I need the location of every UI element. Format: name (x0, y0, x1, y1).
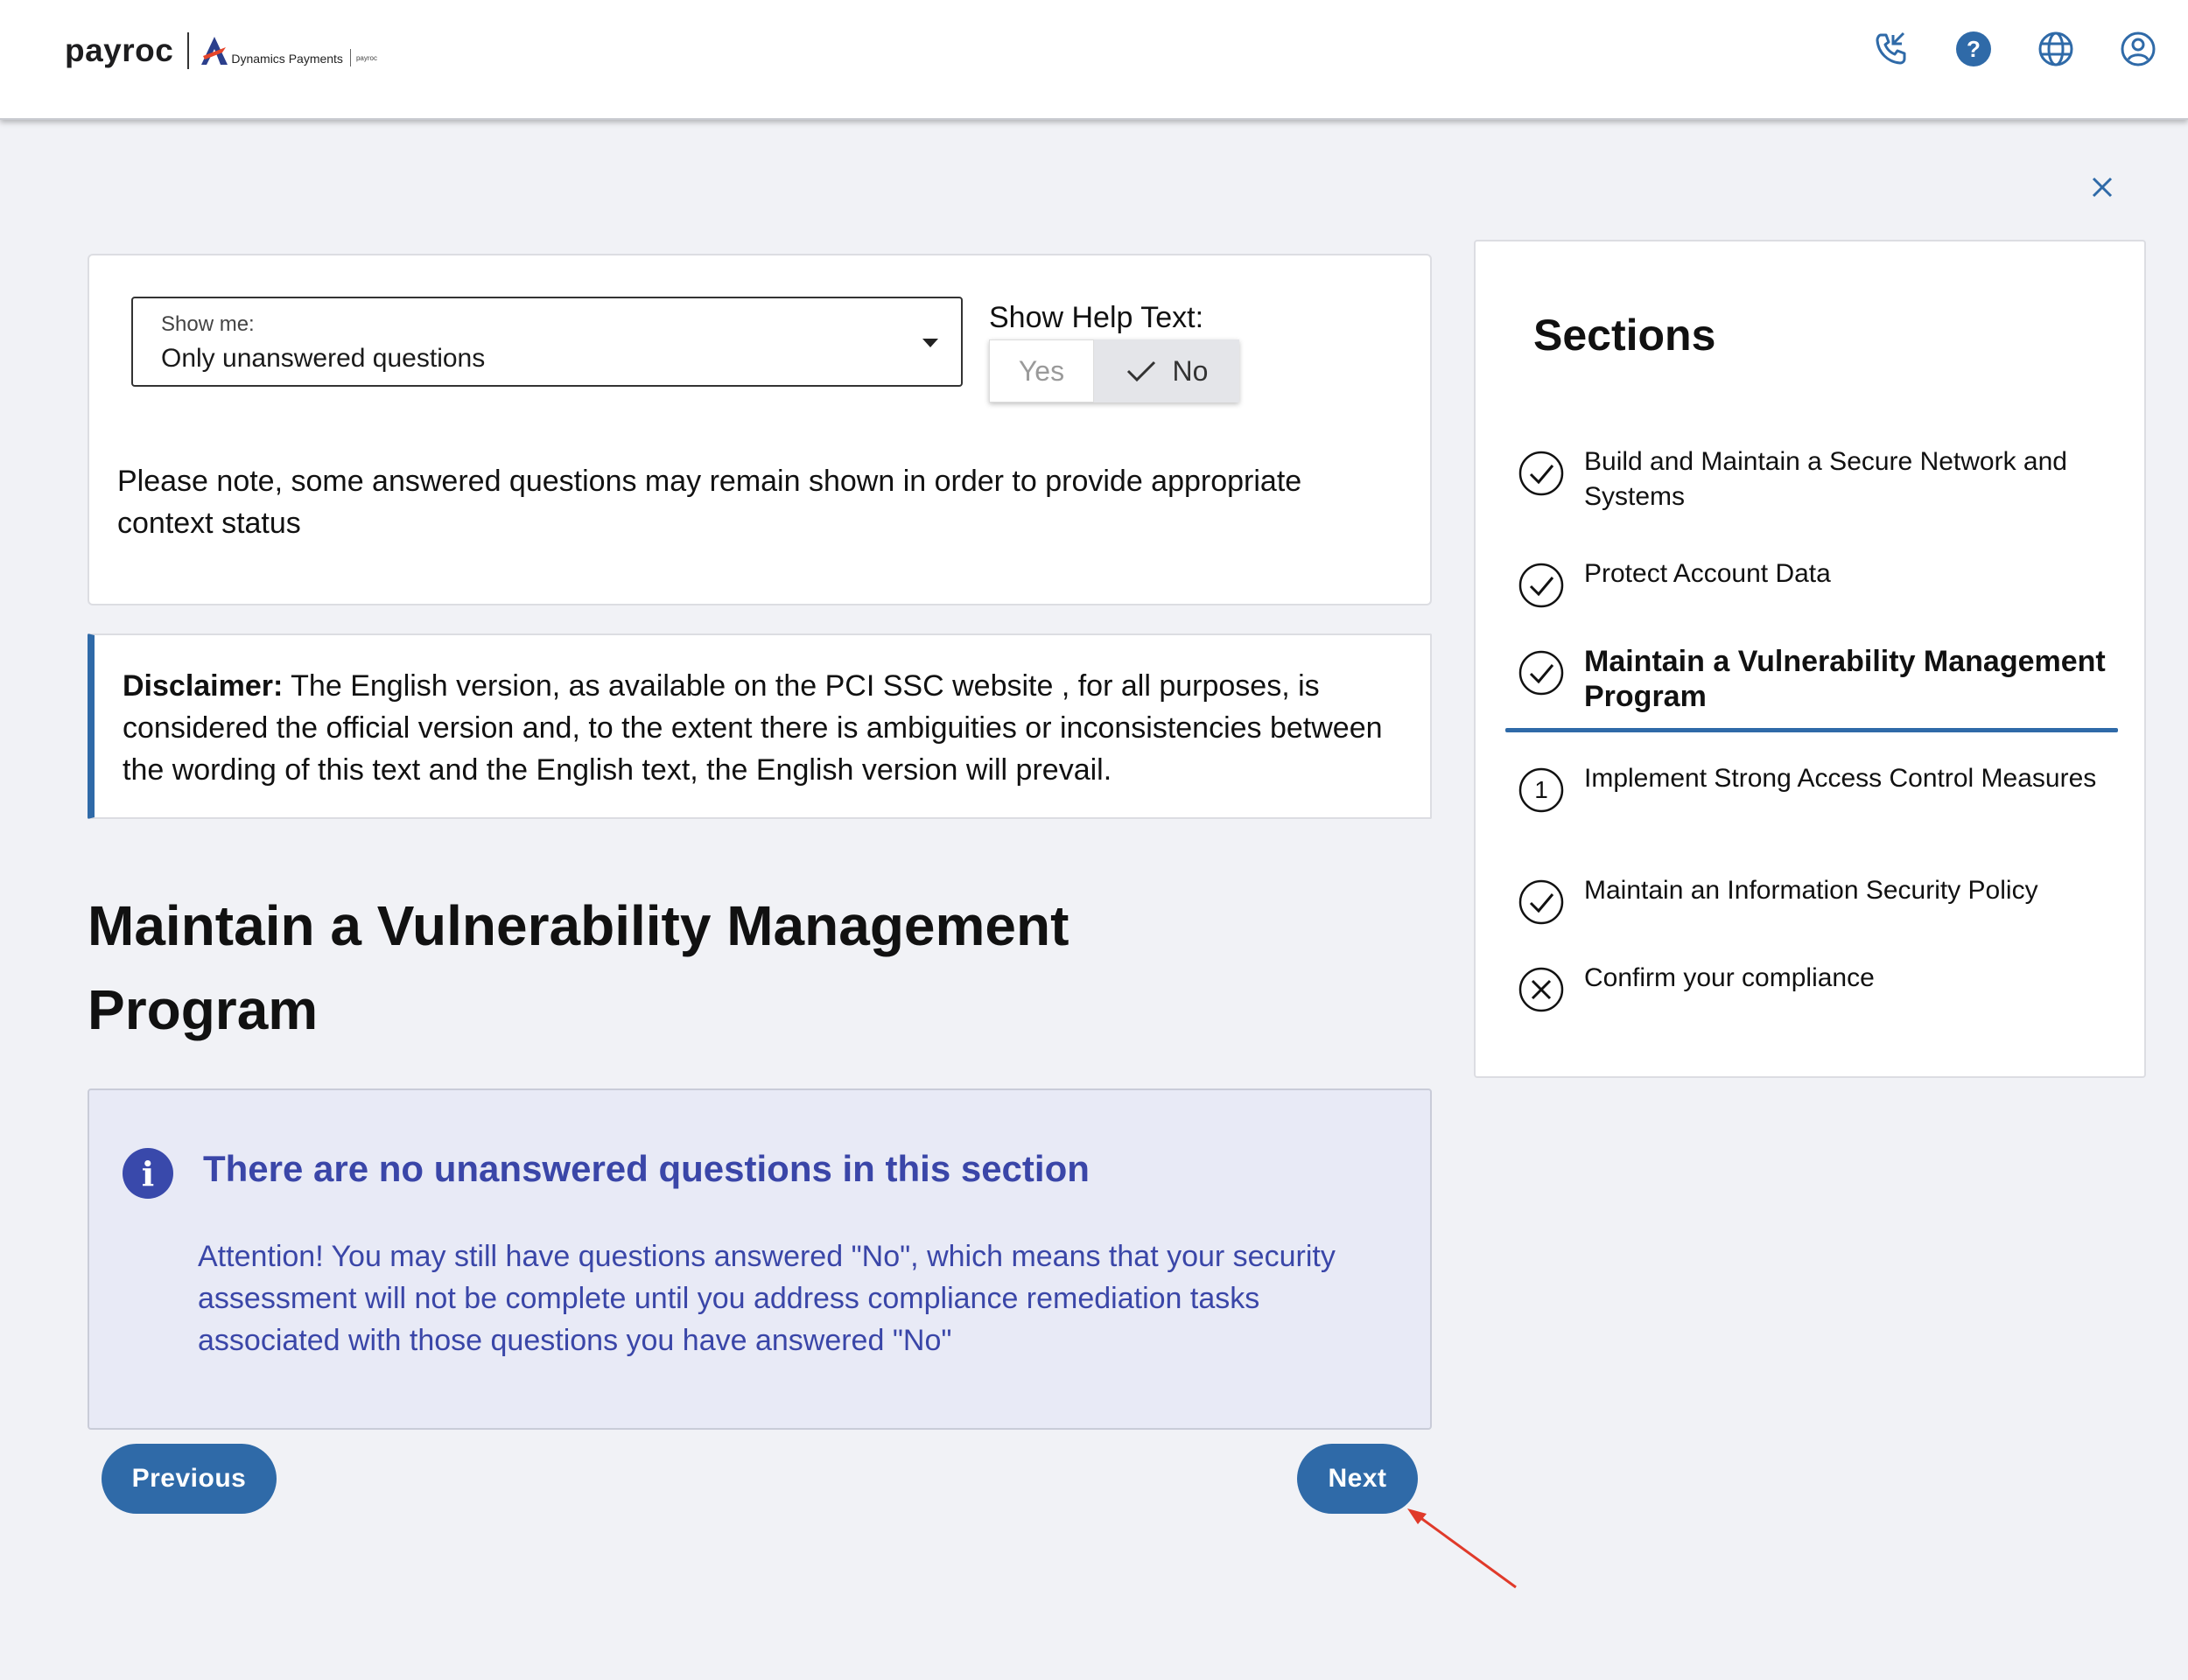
sections-title: Sections (1533, 311, 1716, 360)
active-section-indicator (1505, 728, 2118, 732)
payroc-logo[interactable] (65, 24, 377, 77)
sections-panel (1474, 240, 2146, 1078)
disclaimer-panel (88, 634, 1432, 819)
annotation-arrow-icon (1400, 1505, 1523, 1592)
caret-down-icon (922, 339, 938, 347)
top-header (0, 0, 2188, 120)
section-label: Maintain a Vulnerability Management Program (1584, 645, 2106, 713)
page-title: Maintain a Vulnerability Management Program (88, 894, 1069, 1041)
show-me-value: Only unanswered questions (161, 344, 486, 373)
section-label: Implement Strong Access Control Measures (1584, 764, 2097, 793)
disclaimer-label: Disclaimer: (123, 669, 284, 703)
logo-divider (187, 32, 189, 69)
close-icon[interactable] (2088, 173, 2116, 201)
check-icon (1126, 359, 1157, 383)
section-label: Protect Account Data (1584, 559, 1831, 588)
help-text-label: Show Help Text: (989, 301, 1204, 334)
header-actions (1871, 29, 2158, 69)
svg-text:?: ? (1967, 36, 1981, 62)
info-title: There are no unanswered questions in this section (203, 1148, 1090, 1189)
check-circle-icon (1518, 450, 1565, 497)
disclaimer-body: The English version, as available on the PCI SSC website , for all purposes, is considered the official version and, to the extent there is ambiguities or inconsistencies between the wording of this text and the English text, the English version will prevail. (123, 669, 1383, 787)
section-label: Confirm your compliance (1584, 963, 1875, 992)
show-me-select[interactable] (131, 297, 963, 387)
logo-wordmark: payroc (65, 32, 174, 68)
account-icon[interactable] (2118, 29, 2158, 69)
check-circle-icon (1518, 562, 1565, 609)
toggle-yes-button[interactable]: Yes (989, 340, 1094, 402)
logo-dynamics-text: Dynamics Payments (231, 52, 343, 66)
help-icon[interactable] (1953, 29, 1994, 69)
info-icon: i (123, 1148, 173, 1199)
check-circle-icon (1518, 649, 1565, 696)
logo-divider-small (350, 49, 351, 66)
info-alert (88, 1088, 1432, 1430)
info-body: Attention! You may still have questions answered "No", which means that your security assessment will not be complete until you address compliance remediation tasks associated with those questions you have answered "No" (198, 1240, 1336, 1357)
x-circle-icon (1518, 966, 1565, 1013)
logo-small-text: payroc (355, 53, 377, 62)
globe-icon[interactable] (2036, 29, 2076, 69)
previous-button[interactable]: Previous (102, 1444, 277, 1514)
filter-note: Please note, some answered questions may remain shown in order to provide appropriate context status (117, 465, 1302, 540)
check-circle-icon (1518, 878, 1565, 926)
disclaimer-text (123, 665, 1392, 791)
dynamics-logo-mark (200, 35, 229, 66)
help-text-toggle (989, 340, 1239, 402)
section-label: Maintain an Information Security Policy (1584, 876, 2038, 905)
next-button[interactable]: Next (1297, 1444, 1418, 1514)
section-count: 1 (1534, 776, 1548, 803)
phone-icon[interactable] (1871, 29, 1911, 69)
section-label: Build and Maintain a Secure Network and Systems (1584, 447, 2067, 511)
toggle-no-button[interactable] (1094, 340, 1239, 402)
toggle-no-label: No (1172, 354, 1209, 387)
show-me-label: Show me: (161, 312, 255, 336)
filter-panel (88, 254, 1432, 606)
